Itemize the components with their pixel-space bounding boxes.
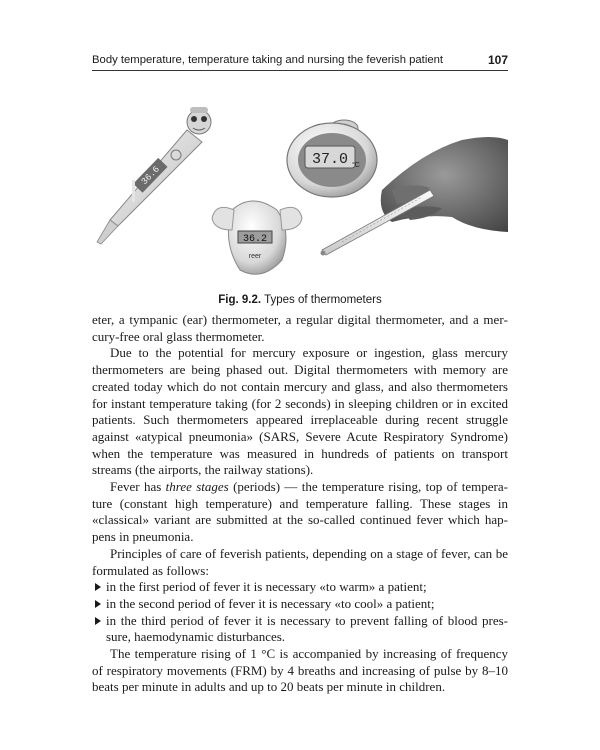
list-item-text: in the second period of fever it is necessary «to cool» a patient; <box>106 595 435 611</box>
figure-caption <box>92 294 508 306</box>
header-rule <box>92 70 508 71</box>
pacifier-readout: 36.2 <box>242 234 268 245</box>
pacifier-brand: reer <box>248 253 262 260</box>
paragraph-3-emphasis: three stages <box>165 479 229 495</box>
care-principles-list <box>92 579 508 646</box>
caption-label: Fig. 9.2. <box>218 294 262 306</box>
triangle-bullet-icon <box>95 617 101 625</box>
list-item-text: in the first period of fever it is necessary «to warm» a patient; <box>106 579 427 595</box>
list-item-text: in the third period of fever it is necessary to prevent falling of blood pressure, haemodynamic disturbances. <box>106 612 508 645</box>
digital-readout: 36.6 <box>139 164 162 187</box>
pacifier-thermometer <box>212 201 302 274</box>
paragraph-3-lead: Fever has <box>110 479 166 495</box>
body-text <box>92 312 508 696</box>
page-number: 107 <box>487 53 508 67</box>
digital-thermometer <box>97 107 211 244</box>
paragraph-1: eter, a tympanic (ear) thermometer, a regular digital thermometer, and a mercury-free oral glass thermometer. <box>92 312 508 344</box>
paragraph-4: Principles of care of feverish patients, depending on a stage of fever, can be formulated as follows: <box>92 545 508 578</box>
paragraph-2: Due to the potential for mercury exposure or ingestion, glass mercury thermometers are being phased out. Digital thermometers with memory are created today which do not contain mercury and glass, and also thermometers for instant temperature taking (for 2 seconds) in sleeping children or in excited patients. Such thermometers appeared irreplaceable during recent struggle against «atypical pneumonia» (SARS, Severe Acute Respiratory Syndrome) when the temperature was measured in hundreds of patients on transport streams (the airports, the railway stations). <box>92 345 508 478</box>
triangle-bullet-icon <box>95 600 101 608</box>
running-title: Body temperature, temperature taking and nursing the feverish patient <box>92 54 444 66</box>
svg-text:°C: °C <box>352 162 360 169</box>
list-item <box>92 613 508 646</box>
thermometers-figure <box>92 92 508 292</box>
list-item <box>92 579 508 596</box>
paragraph-3-rest: (periods) — the temperature rising, top of temperature (constant high temperature) and temperature falling. These stages in «classical» variant are submitted at the so-called continued fever which happens in pneumonia. <box>92 479 508 545</box>
triangle-bullet-icon <box>95 583 101 591</box>
paragraph-5: The temperature rising of 1 °C is accompanied by increasing of frequency of respiratory movements (FRM) by 4 breaths and increasing of pulse by 8–10 beats per minute in adults and up to 20 beats per minute in children. <box>92 646 508 695</box>
paragraph-3 <box>92 479 508 546</box>
list-item <box>92 596 508 613</box>
tympanic-readout: 37.0 <box>311 151 349 168</box>
running-header <box>92 50 508 70</box>
thermometers-illustration <box>92 92 508 292</box>
tympanic-thermometer <box>287 120 377 197</box>
caption-text: Types of thermometers <box>264 294 382 306</box>
